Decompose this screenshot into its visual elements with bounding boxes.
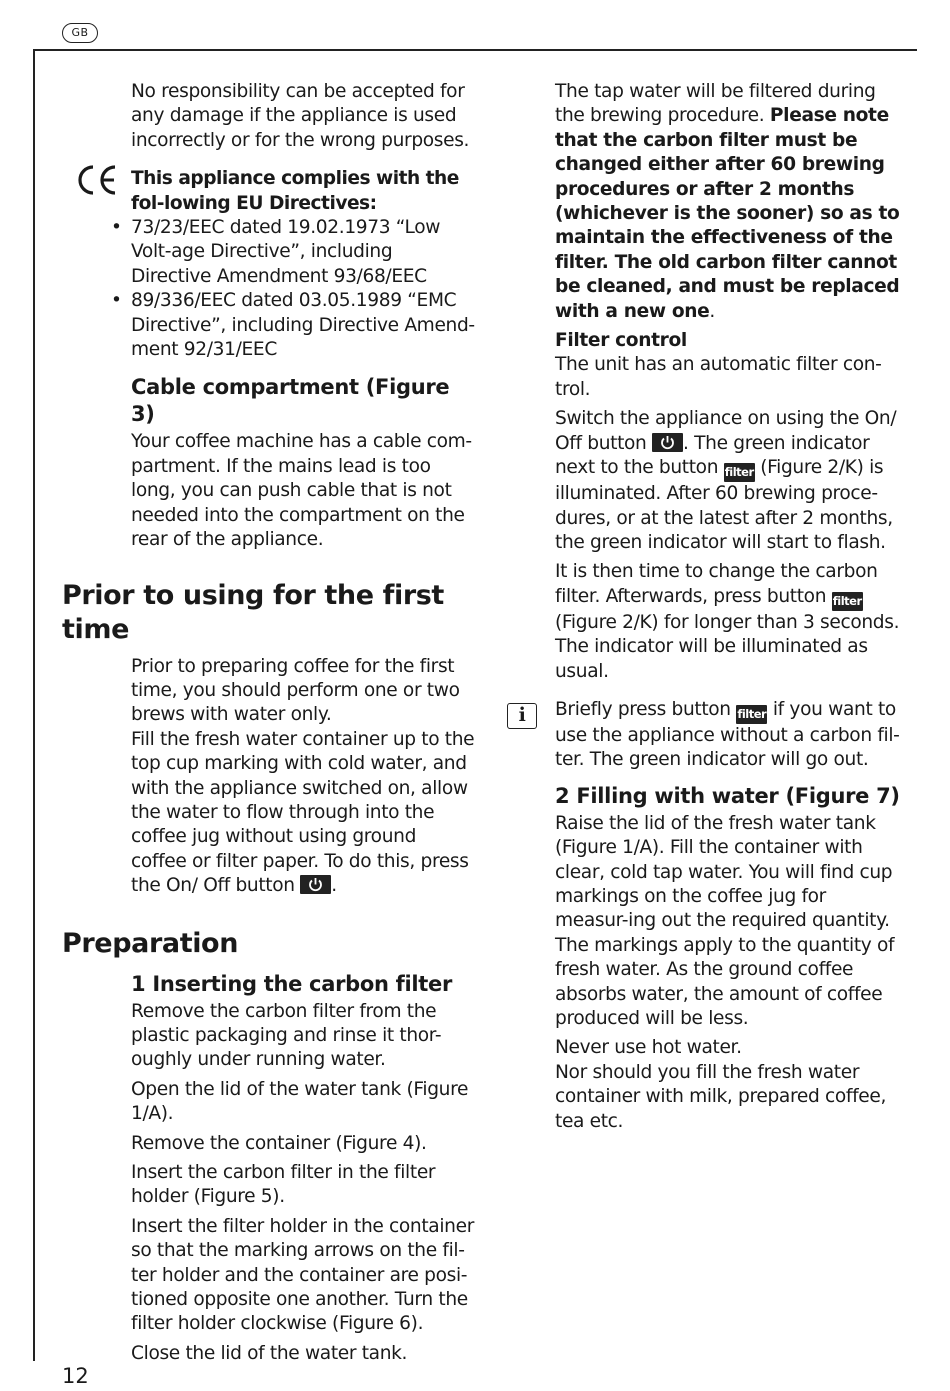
brief-a: Briefly press button [555, 698, 731, 720]
cable-text: Your coffee machine has a cable com-partment. If the mains lead is too long, you can push cable that is not needed into the compartment on the rear of the appliance. [131, 431, 472, 551]
list-item [111, 289, 476, 362]
filter-button-icon: filter [832, 592, 863, 611]
change-text [555, 560, 900, 684]
page-number: 12 [62, 1364, 89, 1388]
cable-heading: Cable compartment (Figure 3) [131, 375, 450, 427]
tap-end: . [709, 300, 715, 322]
change-a: It is then time to change the carbon filter. Afterwards, press button [555, 561, 878, 607]
switch-c: (Figure 2/K) is illuminated. After 60 brewing proce-dures, or at the latest after 2 months, the green indicator will start to flash. [555, 457, 893, 553]
prior-text-2b: . [331, 875, 337, 897]
water-text-2: The markings apply to the quantity of fresh water. As the ground coffee absorbs water, the amount of coffee produced will be less. [555, 934, 895, 1029]
directive-text: 89/336/EEC dated 03.05.1989 “EMC Directive”, including Directive Amend-ment 92/31/EEC [131, 290, 475, 361]
carbon-step: Remove the carbon filter from the plastic packaging and rinse it thor-oughly under running water. [131, 1000, 442, 1071]
left-rule [33, 49, 35, 1361]
left-column [62, 80, 476, 1366]
filter-control-text: The unit has an automatic filter con-trol. [555, 354, 882, 400]
prior-text-1: Prior to preparing coffee for the first time, you should perform one or two brews with water only. [131, 655, 460, 726]
responsibility-text: No responsibility can be accepted for any damage if the appliance is used incorrectly or for the wrong purposes. [131, 81, 470, 151]
prior-text-2 [131, 728, 476, 899]
carbon-step: Remove the container (Figure 4). [131, 1132, 427, 1154]
ce-mark-icon [73, 161, 119, 199]
prior-text-2a: Fill the fresh water container up to the top cup marking with cold water, and with the appliance switched on, allow the water to flow through into the coffee jug without using ground coffee or filter paper. To do this, press the On/ Off button [131, 728, 475, 897]
language-badge: GB [62, 23, 98, 43]
carbon-step: Open the lid of the water tank (Figure 1/A). [131, 1078, 469, 1125]
water-text-4: Nor should you fill the fresh water container with milk, prepared coffee, tea etc. [555, 1061, 886, 1132]
right-column [518, 80, 900, 1134]
filter-control-heading: Filter control [555, 330, 687, 352]
switch-a: Switch the appliance on using the On/ Off button [555, 408, 897, 454]
bullet-icon: • [111, 217, 122, 239]
change-b: (Figure 2/K) for longer than 3 seconds. The indicator will be illuminated as usual. [555, 611, 900, 682]
water-heading: 2 Filling with water (Figure 7) [555, 783, 900, 808]
prior-heading: Prior to using for the first time [62, 579, 444, 645]
preparation-heading: Preparation [62, 927, 239, 959]
directive-text: 73/23/EEC dated 19.02.1973 “Low Volt-age Directive”, including Directive Amendment 93/68/EEC [131, 217, 441, 287]
carbon-step: Insert the carbon filter in the filter holder (Figure 5). [131, 1162, 436, 1208]
brief-b: if you want to use the appliance without a carbon fil-ter. The green indicator will go out. [555, 698, 900, 771]
carbon-step: Close the lid of the water tank. [131, 1342, 408, 1364]
water-text-3: Never use hot water. [555, 1037, 742, 1059]
top-rule [33, 49, 917, 51]
carbon-heading: 1 Inserting the carbon filter [131, 971, 453, 996]
power-button-icon [300, 875, 331, 894]
tap-water-text [555, 80, 900, 324]
ce-heading: This appliance complies with the fol-lowing EU Directives: [131, 168, 459, 214]
info-icon: i [507, 703, 537, 729]
bullet-icon: • [111, 290, 122, 312]
switch-b: . The green indicator next to the button [555, 432, 870, 479]
info-block [518, 698, 900, 773]
list-item [111, 216, 476, 289]
directives-list [111, 216, 476, 362]
switch-text [555, 407, 900, 555]
water-text-1: Raise the lid of the fresh water tank (Figure 1/A). Fill the container with clear, cold tap water. You will find cup markings on the coffee jug for measur-ing out the required quantity. [555, 812, 893, 932]
tap-text: The tap water will be filtered during the brewing procedure. [555, 81, 876, 127]
filter-button-icon: filter [724, 463, 755, 482]
ce-block [111, 167, 476, 362]
tap-bold-note: Please note that the carbon filter must be changed either after 60 brewing procedures or after 2 months (whichever is the sooner) so as to maintain the effectiveness of the filter. The old carbon filter cannot be cleaned, and must be replaced with a new one [555, 105, 900, 322]
brief-text [555, 698, 900, 773]
carbon-step: Insert the filter holder in the container so that the marking arrows on the fil-ter holder and the container are posi-tioned opposite one another. Turn the filter holder clockwise (Figure 6). [131, 1215, 474, 1335]
power-button-icon [652, 433, 683, 452]
filter-button-icon: filter [736, 705, 767, 724]
